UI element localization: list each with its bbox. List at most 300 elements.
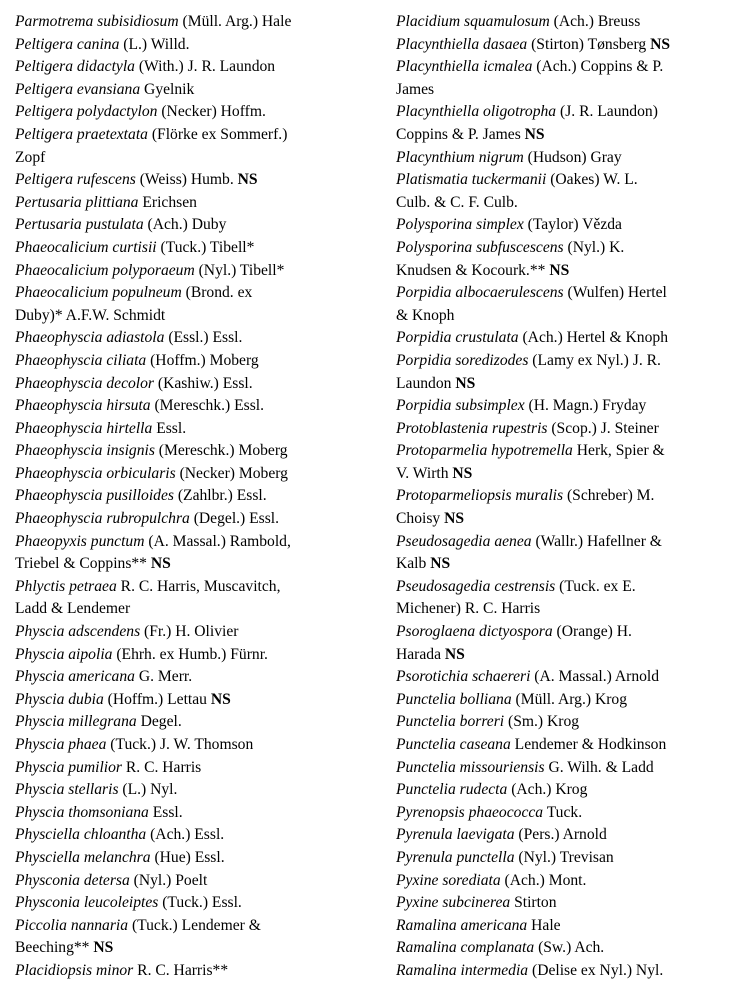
species-name: Porpidia albocaerulescens xyxy=(396,284,564,302)
species-entry xyxy=(15,531,380,576)
species-entry xyxy=(15,79,380,102)
species-entry xyxy=(15,373,380,396)
species-entry-line xyxy=(396,711,726,734)
species-name: Pyrenula punctella xyxy=(396,848,515,866)
species-column-left xyxy=(15,11,380,983)
species-name: Physciella chloantha xyxy=(15,826,147,844)
species-entry-line xyxy=(15,621,380,644)
species-authority: (Hue) Essl. xyxy=(150,848,225,866)
species-entry xyxy=(15,689,380,712)
species-authority: Essl. xyxy=(148,803,183,821)
species-entry xyxy=(396,34,726,57)
species-entry-line xyxy=(15,734,380,757)
species-entry xyxy=(396,101,726,146)
species-name: Physconia leucoleiptes xyxy=(15,894,159,912)
species-entry xyxy=(15,711,380,734)
species-entry-line xyxy=(15,463,380,486)
species-entry xyxy=(15,395,380,418)
species-name: Pyrenopsis phaeococca xyxy=(396,803,544,821)
species-entry xyxy=(15,847,380,870)
species-entry xyxy=(15,779,380,802)
species-entry-line xyxy=(396,870,726,893)
species-entry-line xyxy=(396,508,726,531)
species-name: Peltigera evansiana xyxy=(15,80,141,98)
species-entry-line xyxy=(15,802,380,825)
species-authority: (Hudson) Gray xyxy=(523,148,622,166)
species-name: Platismatia tuckermanii xyxy=(396,171,547,189)
species-name: Physcia millegrana xyxy=(15,713,137,731)
species-entry-line xyxy=(396,463,726,486)
species-name: Physcia adscendens xyxy=(15,623,141,641)
species-authority: (Tuck.) Essl. xyxy=(158,894,242,912)
species-name: Pseudosagedia aenea xyxy=(396,532,532,550)
species-authority: (A. Massal.) Rambold, xyxy=(144,532,291,550)
species-authority: (Necker) Hoffm. xyxy=(157,103,266,121)
species-authority: (H. Magn.) Fryday xyxy=(524,397,647,415)
species-entry-line xyxy=(396,79,726,102)
species-entry-line xyxy=(396,237,726,260)
species-entry xyxy=(396,757,726,780)
species-authority: (Sw.) Ach. xyxy=(534,939,605,957)
species-authority: (Zahlbr.) Essl. xyxy=(173,487,267,505)
species-name: Polysporina simplex xyxy=(396,216,524,234)
species-entry xyxy=(396,960,726,983)
species-name: Punctelia rudecta xyxy=(396,781,508,799)
species-entry xyxy=(15,757,380,780)
species-entry-line xyxy=(15,779,380,802)
species-authority: Erichsen xyxy=(138,193,197,211)
species-name: Punctelia borreri xyxy=(396,713,505,731)
species-authority: (Wallr.) Hafellner & xyxy=(531,532,662,550)
species-name: Phaeocalicium curtisii xyxy=(15,238,157,256)
new-state-record-flag: NS xyxy=(150,555,171,573)
species-authority: (Ehrh. ex Humb.) Fürnr. xyxy=(112,645,268,663)
species-name: Phaeocalicium polyporaeum xyxy=(15,261,195,279)
species-name: Placidium squamulosum xyxy=(396,13,550,30)
new-state-record-flag: NS xyxy=(524,125,545,143)
species-entry xyxy=(396,937,726,960)
species-entry xyxy=(15,282,380,327)
species-authority: (Hoffm.) Lettau xyxy=(103,690,211,708)
species-authority: (Ach.) Coppins & P. xyxy=(532,58,664,76)
species-entry-line xyxy=(15,79,380,102)
species-name: Physcia stellaris xyxy=(15,781,119,799)
species-authority: (Ach.) Duby xyxy=(143,216,227,234)
species-entry-line xyxy=(396,327,726,350)
species-entry-line xyxy=(15,34,380,57)
species-entry-line xyxy=(396,169,726,192)
species-entry-line xyxy=(15,192,380,215)
species-entry-line xyxy=(396,282,726,305)
species-entry xyxy=(15,666,380,689)
species-entry xyxy=(396,779,726,802)
species-name: Phaeopyxis punctum xyxy=(15,532,145,550)
species-entry xyxy=(396,870,726,893)
species-authority: (J. R. Laundon) xyxy=(556,103,658,121)
species-entry-line xyxy=(396,305,726,328)
species-name: Punctelia bolliana xyxy=(396,690,512,708)
species-authority: Harada xyxy=(396,645,445,663)
species-authority: (Ach.) Hertel & Knoph xyxy=(518,329,668,347)
species-entry xyxy=(15,11,380,34)
species-entry xyxy=(15,440,380,463)
species-entry-line xyxy=(15,395,380,418)
species-entry-line xyxy=(15,644,380,667)
species-authority: (Nyl.) Tibell* xyxy=(194,261,285,279)
new-state-record-flag: NS xyxy=(210,690,231,708)
species-entry-line xyxy=(396,418,726,441)
species-name: Ramalina complanata xyxy=(396,939,535,957)
species-entry-line xyxy=(15,282,380,305)
species-name: Physcia pumilior xyxy=(15,758,122,776)
species-authority: Gyelnik xyxy=(140,80,195,98)
species-name: Porpidia soredizodes xyxy=(396,351,529,369)
species-authority: (Tuck.) Tibell* xyxy=(156,238,255,256)
species-name: Placynthiella oligotropha xyxy=(396,103,557,121)
species-authority: James xyxy=(396,80,435,98)
species-entry xyxy=(15,870,380,893)
species-entry-line xyxy=(396,960,726,983)
new-state-record-flag: NS xyxy=(237,171,258,189)
species-name: Phaeophyscia adiastola xyxy=(15,329,165,347)
species-name: Phaeophyscia insignis xyxy=(15,442,155,460)
species-entry xyxy=(15,734,380,757)
species-entry xyxy=(396,847,726,870)
species-entry xyxy=(15,644,380,667)
species-entry xyxy=(396,824,726,847)
species-name: Punctelia caseana xyxy=(396,736,511,753)
species-entry xyxy=(396,689,726,712)
species-entry xyxy=(15,960,380,983)
species-entry-line xyxy=(396,576,726,599)
species-entry-line xyxy=(396,350,726,373)
species-authority: Laundon xyxy=(396,374,456,392)
species-entry xyxy=(396,237,726,282)
species-entry-line xyxy=(396,734,726,757)
species-name: Protoblastenia rupestris xyxy=(396,419,548,437)
species-entry-line xyxy=(396,937,726,960)
species-authority: (Müll. Arg.) Hale xyxy=(178,13,292,30)
species-name: Physconia detersa xyxy=(15,871,130,889)
species-entry xyxy=(15,101,380,124)
species-name: Phaeocalicium populneum xyxy=(15,284,182,302)
species-authority: & Knoph xyxy=(396,306,455,324)
species-name: Phaeophyscia hirsuta xyxy=(15,397,151,415)
species-authority: (L.) Nyl. xyxy=(118,781,178,799)
species-name: Phaeophyscia rubropulchra xyxy=(15,510,190,528)
species-name: Psoroglaena dictyospora xyxy=(396,623,553,641)
species-entry-line xyxy=(396,531,726,554)
species-entry xyxy=(396,395,726,418)
species-name: Pertusaria plittiana xyxy=(15,193,139,211)
species-name: Physcia dubia xyxy=(15,690,104,708)
species-entry xyxy=(396,147,726,170)
species-entry-line xyxy=(15,260,380,283)
species-entry-line xyxy=(15,237,380,260)
species-entry xyxy=(396,56,726,101)
species-authority: Triebel & Coppins** xyxy=(15,555,151,573)
species-name: Piccolia nannaria xyxy=(15,916,129,934)
species-authority: Culb. & C. F. Culb. xyxy=(396,193,518,211)
species-authority: (Essl.) Essl. xyxy=(164,329,243,347)
species-authority: Knudsen & Kocourk.** xyxy=(396,261,550,279)
new-state-record-flag: NS xyxy=(549,261,570,279)
species-name: Placynthiella dasaea xyxy=(396,35,528,53)
species-name: Polysporina subfuscescens xyxy=(396,238,564,256)
species-authority: (Fr.) H. Olivier xyxy=(140,623,239,641)
species-entry xyxy=(396,327,726,350)
species-entry-line xyxy=(15,327,380,350)
species-name: Placynthiella icmalea xyxy=(396,58,533,76)
new-state-record-flag: NS xyxy=(93,939,114,957)
species-authority: (Degel.) Essl. xyxy=(189,510,280,528)
species-authority: R. C. Harris xyxy=(121,758,202,776)
species-entry-line xyxy=(396,802,726,825)
species-authority: Essl. xyxy=(152,419,187,437)
species-authority: Coppins & P. James xyxy=(396,125,525,143)
species-entry-line xyxy=(15,214,380,237)
species-name: Peltigera canina xyxy=(15,35,120,53)
species-authority: R. C. Harris** xyxy=(133,961,229,979)
species-entry-line xyxy=(396,644,726,667)
species-entry xyxy=(15,214,380,237)
species-entry xyxy=(396,11,726,34)
species-entry-line xyxy=(15,937,380,960)
species-name: Phaeophyscia orbicularis xyxy=(15,464,176,482)
species-entry-line xyxy=(396,757,726,780)
species-authority: (Sm.) Krog xyxy=(504,713,580,731)
species-name: Physciella melanchra xyxy=(15,848,151,866)
species-name: Physcia aipolia xyxy=(15,645,113,663)
species-name: Peltigera didactyla xyxy=(15,58,135,76)
species-entry xyxy=(396,531,726,576)
species-entry xyxy=(15,260,380,283)
species-entry-line xyxy=(396,485,726,508)
species-entry xyxy=(396,666,726,689)
species-authority: (Orange) H. xyxy=(552,623,632,641)
species-authority: (A. Massal.) Arnold xyxy=(530,668,660,686)
species-entry xyxy=(396,576,726,621)
species-entry-line xyxy=(15,56,380,79)
species-entry xyxy=(15,56,380,79)
species-name: Ramalina intermedia xyxy=(396,961,529,979)
species-name: Physcia thomsoniana xyxy=(15,803,149,821)
species-entry xyxy=(15,463,380,486)
species-entry-line xyxy=(15,305,380,328)
species-entry xyxy=(15,915,380,960)
species-entry xyxy=(15,802,380,825)
species-entry-line xyxy=(396,56,726,79)
species-entry-line xyxy=(396,892,726,915)
species-entry xyxy=(396,282,726,327)
species-entry-line xyxy=(15,485,380,508)
species-name: Placynthium nigrum xyxy=(396,148,524,166)
new-state-record-flag: NS xyxy=(455,374,476,392)
species-authority: (Kashiw.) Essl. xyxy=(154,374,253,392)
species-entry-line xyxy=(396,34,726,57)
species-entry xyxy=(396,892,726,915)
species-entry xyxy=(396,214,726,237)
species-name: Physcia phaea xyxy=(15,736,107,753)
species-entry xyxy=(15,124,380,169)
species-entry-line xyxy=(15,147,380,170)
species-entry-line xyxy=(15,373,380,396)
species-authority: Stirton xyxy=(510,894,557,912)
species-name: Psorotichia schaereri xyxy=(396,668,531,686)
species-name: Ramalina americana xyxy=(396,916,528,934)
species-authority: (Taylor) Vězda xyxy=(523,216,622,234)
new-state-record-flag: NS xyxy=(430,555,451,573)
new-state-record-flag: NS xyxy=(650,35,671,53)
species-authority: (Brond. ex xyxy=(181,284,253,302)
species-entry xyxy=(15,169,380,192)
species-entry-line xyxy=(15,440,380,463)
species-authority: (Nyl.) K. xyxy=(563,238,625,256)
species-entry-line xyxy=(15,169,380,192)
species-entry-line xyxy=(15,576,380,599)
species-entry xyxy=(15,192,380,215)
species-entry xyxy=(15,350,380,373)
species-entry-line xyxy=(15,689,380,712)
species-authority: Ladd & Lendemer xyxy=(15,600,131,618)
species-entry-line xyxy=(396,666,726,689)
species-entry xyxy=(15,892,380,915)
species-name: Porpidia subsimplex xyxy=(396,397,525,415)
species-entry xyxy=(15,508,380,531)
species-entry-line xyxy=(15,915,380,938)
species-entry-line xyxy=(396,824,726,847)
species-entry-line xyxy=(15,598,380,621)
species-authority: Duby)* A.F.W. Schmidt xyxy=(15,306,166,324)
new-state-record-flag: NS xyxy=(452,464,473,482)
species-name: Pyxine subcinerea xyxy=(396,894,511,912)
species-authority: (Flörke ex Sommerf.) xyxy=(147,125,288,143)
species-entry-line xyxy=(396,214,726,237)
species-authority: Beeching** xyxy=(15,939,94,957)
species-entry xyxy=(396,350,726,395)
species-authority: Choisy xyxy=(396,510,445,528)
species-entry-line xyxy=(396,689,726,712)
species-entry-line xyxy=(15,418,380,441)
species-authority: Tuck. xyxy=(543,803,583,821)
species-entry-line xyxy=(396,621,726,644)
species-entry xyxy=(396,711,726,734)
species-authority: (Ach.) Mont. xyxy=(500,871,587,889)
species-entry-line xyxy=(396,373,726,396)
species-authority: Zopf xyxy=(15,148,46,166)
species-name: Protoparmeliopsis muralis xyxy=(396,487,564,505)
species-authority: G. Wilh. & Ladd xyxy=(544,758,654,776)
species-entry-line xyxy=(15,666,380,689)
species-entry xyxy=(396,169,726,214)
species-authority: (Ach.) Krog xyxy=(507,781,588,799)
species-entry-line xyxy=(15,531,380,554)
species-entry-line xyxy=(15,350,380,373)
species-authority: G. Merr. xyxy=(134,668,193,686)
species-entry-line xyxy=(15,508,380,531)
species-authority: (Weiss) Humb. xyxy=(135,171,238,189)
species-name: Pyrenula laevigata xyxy=(396,826,515,844)
species-entry-line xyxy=(15,757,380,780)
species-entry xyxy=(15,621,380,644)
new-state-record-flag: NS xyxy=(444,510,465,528)
species-entry-line xyxy=(15,847,380,870)
species-name: Phaeophyscia hirtella xyxy=(15,419,153,437)
species-entry-line xyxy=(15,101,380,124)
species-authority: (Tuck. ex E. xyxy=(555,577,636,595)
species-entry xyxy=(15,485,380,508)
species-name: Physcia americana xyxy=(15,668,135,686)
species-entry xyxy=(15,824,380,847)
species-name: Pertusaria pustulata xyxy=(15,216,144,234)
species-authority: (Necker) Moberg xyxy=(175,464,288,482)
species-name: Pyxine sorediata xyxy=(396,871,501,889)
species-authority: (Mereschk.) Essl. xyxy=(150,397,265,415)
species-authority: R. C. Harris, Muscavitch, xyxy=(116,577,281,595)
species-authority: (Ach.) Essl. xyxy=(146,826,225,844)
species-entry xyxy=(15,418,380,441)
species-entry-line xyxy=(15,124,380,147)
species-authority: Degel. xyxy=(136,713,182,731)
species-entry-line xyxy=(15,892,380,915)
species-name: Placidiopsis minor xyxy=(15,961,134,979)
species-authority: V. Wirth xyxy=(396,464,453,482)
species-entry-line xyxy=(396,553,726,576)
species-entry-line xyxy=(396,915,726,938)
new-state-record-flag: NS xyxy=(444,645,465,663)
species-entry xyxy=(396,802,726,825)
species-entry-line xyxy=(15,553,380,576)
species-authority: (Tuck.) Lendemer & xyxy=(128,916,261,934)
species-name: Pseudosagedia cestrensis xyxy=(396,577,556,595)
species-authority: Kalb xyxy=(396,555,431,573)
species-entry xyxy=(396,485,726,530)
species-authority: (Schreber) M. xyxy=(563,487,655,505)
species-authority: (Wulfen) Hertel xyxy=(563,284,667,302)
species-authority: Lendemer & Hodkinson xyxy=(510,736,667,753)
species-entry xyxy=(396,440,726,485)
species-entry xyxy=(15,237,380,260)
species-entry-line xyxy=(15,960,380,983)
species-entry-line xyxy=(396,779,726,802)
species-entry xyxy=(396,621,726,666)
species-entry xyxy=(396,418,726,441)
species-column-right xyxy=(396,11,726,983)
species-authority: (Scop.) J. Steiner xyxy=(547,419,659,437)
species-authority: (Delise ex Nyl.) Nyl. xyxy=(528,961,664,979)
species-name: Protoparmelia hypotremella xyxy=(396,442,573,460)
species-entry-line xyxy=(396,440,726,463)
species-authority: (Stirton) Tønsberg xyxy=(527,35,651,53)
species-entry-line xyxy=(396,124,726,147)
species-name: Phaeophyscia decolor xyxy=(15,374,155,392)
species-name: Punctelia missouriensis xyxy=(396,758,545,776)
species-authority: (Hoffm.) Moberg xyxy=(146,351,259,369)
species-entry xyxy=(15,327,380,350)
species-authority: (Oakes) W. L. xyxy=(546,171,638,189)
species-authority: (Tuck.) J. W. Thomson xyxy=(106,736,254,753)
species-entry-line xyxy=(396,11,726,34)
species-entry-line xyxy=(396,192,726,215)
species-entry xyxy=(396,734,726,757)
species-authority: (Nyl.) Poelt xyxy=(129,871,208,889)
species-entry-line xyxy=(396,598,726,621)
species-authority: (Nyl.) Trevisan xyxy=(514,848,614,866)
species-authority: (With.) J. R. Laundon xyxy=(134,58,276,76)
species-name: Parmotrema subisidiosum xyxy=(15,13,179,30)
species-authority: (Müll. Arg.) Krog xyxy=(511,690,628,708)
species-authority: (Mereschk.) Moberg xyxy=(154,442,288,460)
